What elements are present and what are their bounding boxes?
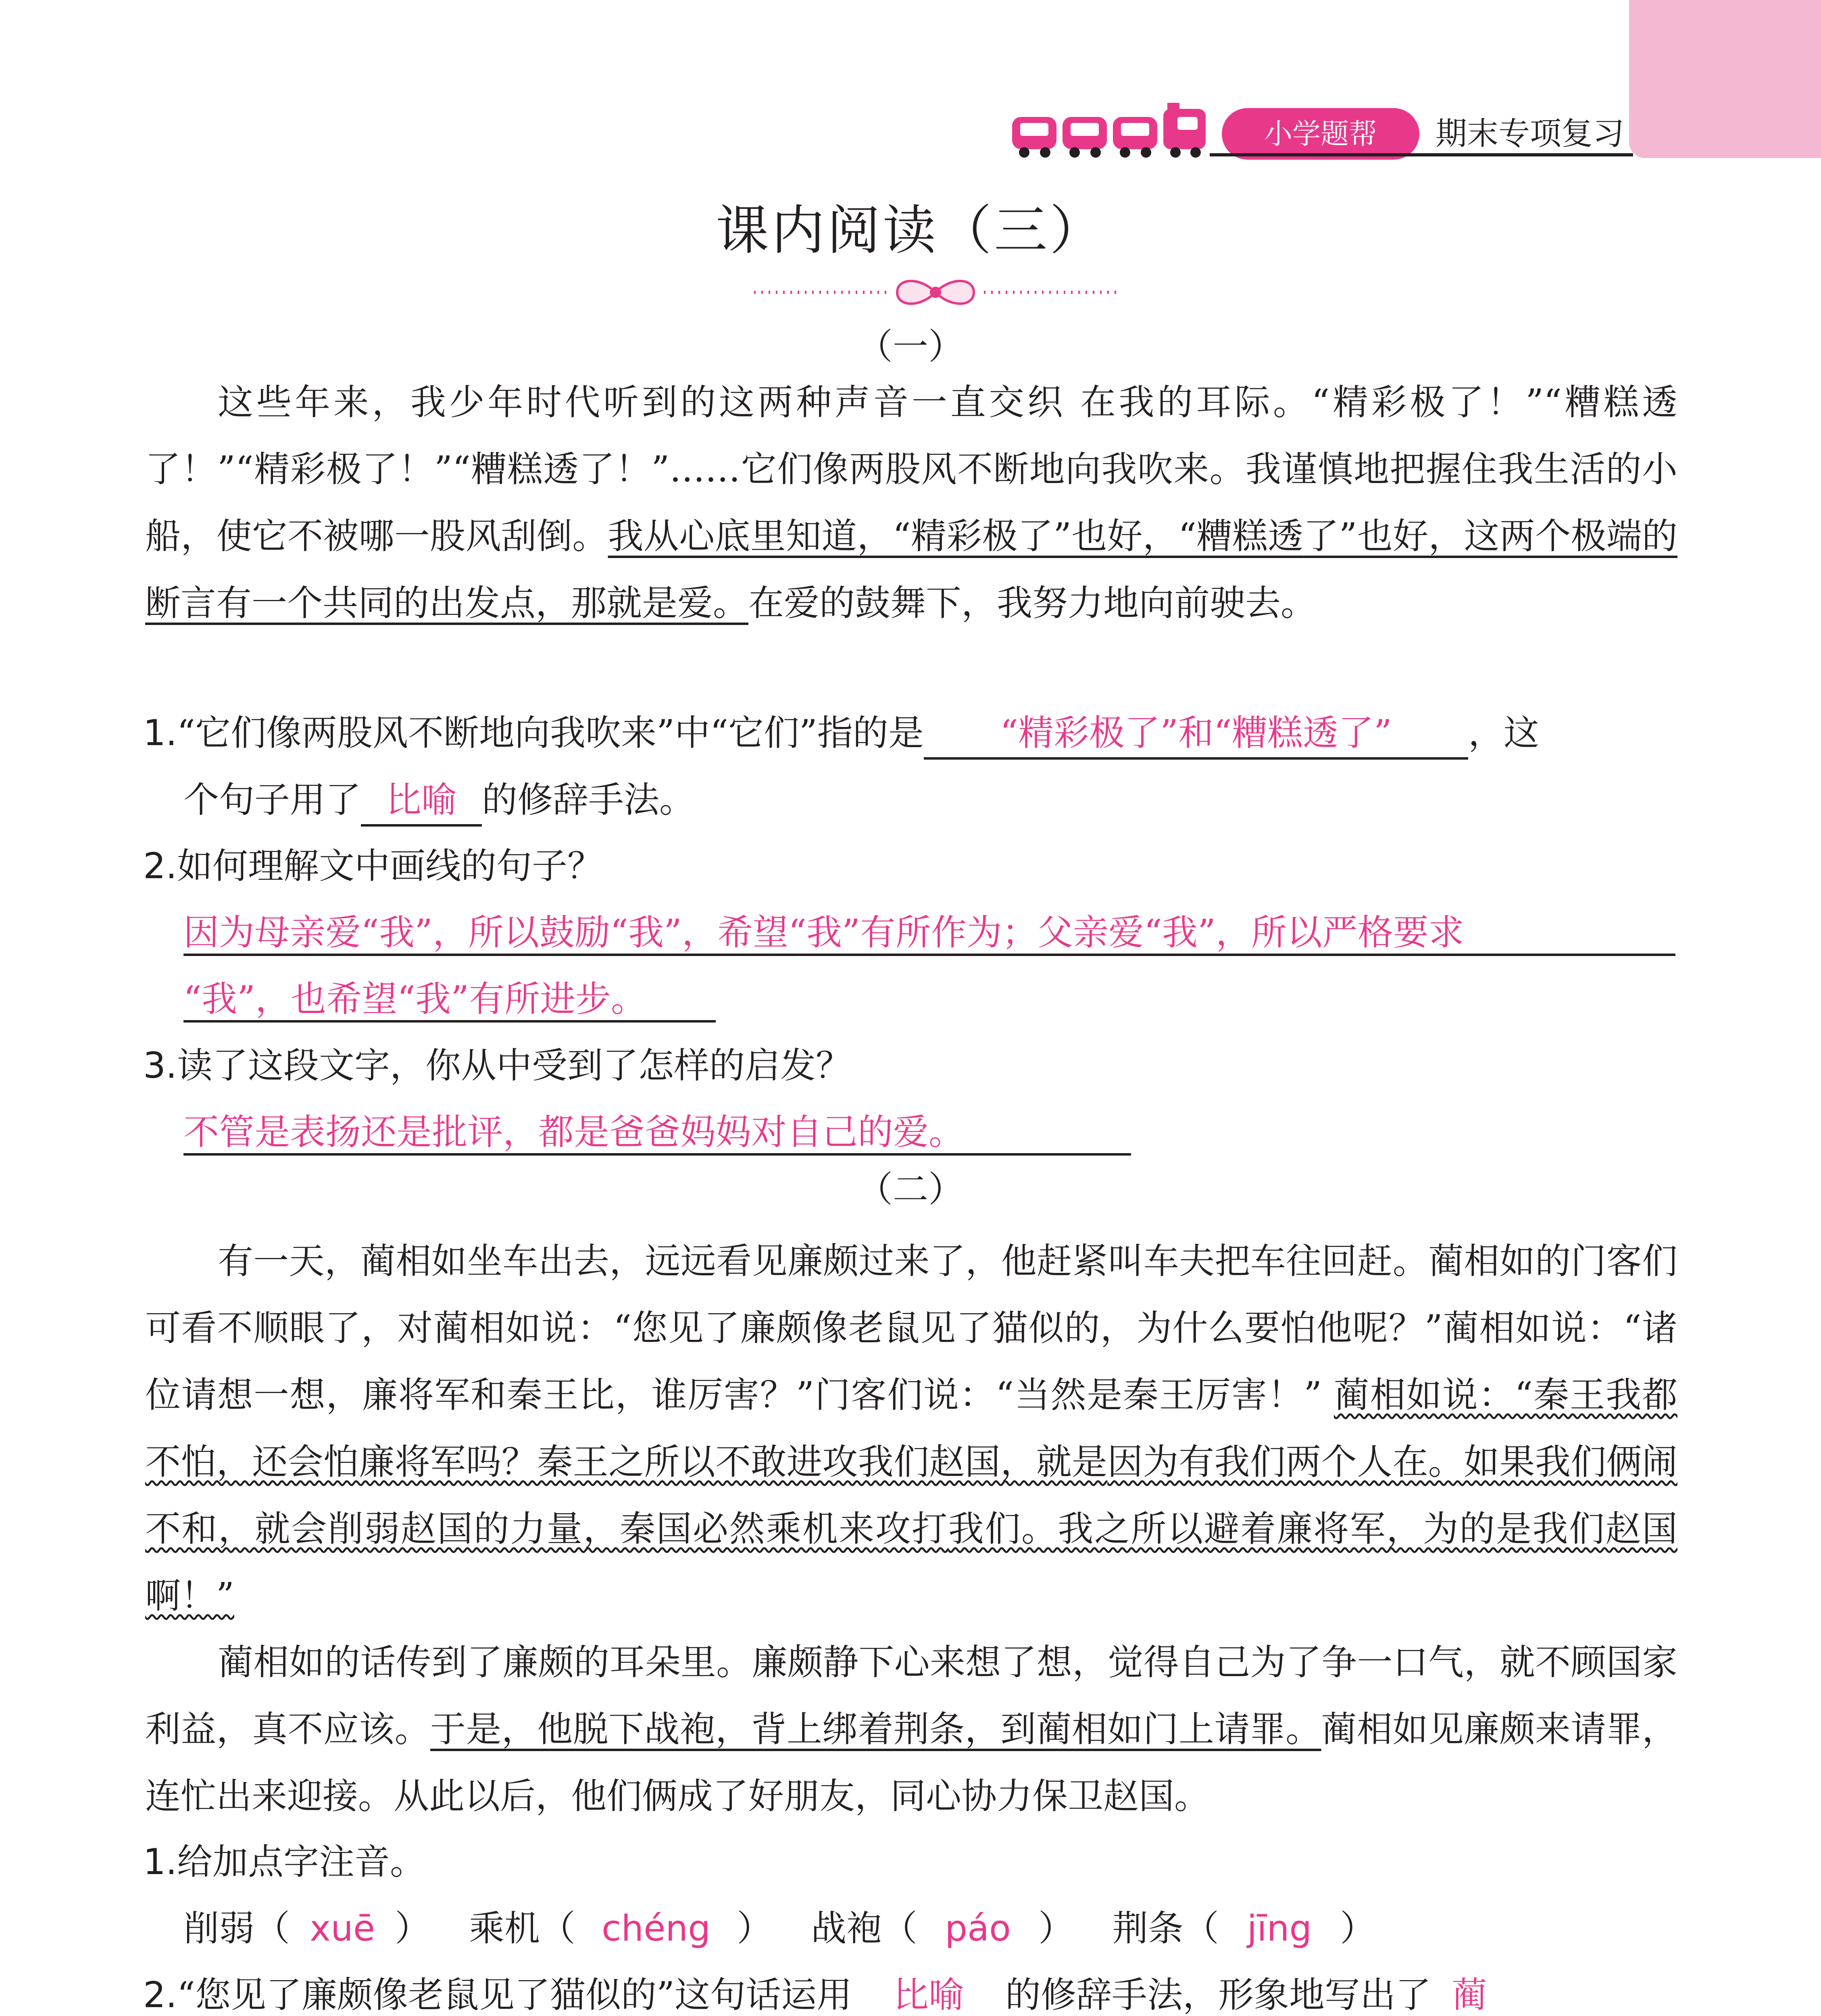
wavy-underlined-sentence: 蔺相如说：“秦王我都不怕，还会怕廉将军吗？秦王之所以不敢进攻我们赵国，就是 (145, 1374, 1677, 1483)
answer-line[interactable]: 不管是表扬还是批评，都是爸爸妈妈对自己的爱。 (183, 1111, 965, 1153)
section-heading-2: （二） (857, 1168, 964, 1210)
pinyin-answer[interactable]: páo (945, 1908, 1011, 1949)
answer-blank[interactable]: “精彩极了”和“糟糕透了” (924, 709, 1468, 760)
pinyin-answer[interactable]: xuē (310, 1908, 375, 1949)
passage-2-paragraph-1: 有一天，蔺相如坐车出去，远远看见廉颇过来了，他赶紧叫车夫把车往回赶。蔺相如的门客们可看不顺眼了，对蔺相如说：“您见了廉颇像老鼠见了猫似的，为什么要怕他呢？”蔺相如说：“诸位请想一想，廉将军和秦王比，谁厉害？”门客们说：“当然是秦王厉害！” 蔺相如说：“秦王我都不怕，还会怕廉将军吗？秦王之所以不敢进攻我们赵国，就是因为有我们两个人在。如果我们俩闹不和，就会削弱赵国的力量，秦国必然乘机来攻打我们。我之所以避着廉将军，为的是我们赵国啊！” (145, 1240, 1677, 1616)
answer-blank[interactable]: 蔺 (1431, 1971, 1508, 2016)
question-1-1: 1.“它们像两股风不断地向我吹来”中“它们”指的是 “精彩极了”和“糟糕透了” ，这 个句子用了 比喻 的修辞手法。 (143, 700, 1675, 833)
series-title: 期末专项复习 (1436, 116, 1625, 152)
section-heading-1: （一） (857, 326, 964, 367)
pinyin-answer[interactable]: chéng (602, 1908, 710, 1949)
question-1-2: 2.如何理解文中画线的句子？ (143, 845, 603, 887)
pinyin-row: 削弱（ xuē ） 乘机（ chéng ） 战袍（ páo ） 荆条（ jīng ） (143, 1895, 1675, 1962)
passage-2-paragraph-2: 蔺相如的话传到了廉颇的耳朵里。廉颇静下心来想了想，觉得自己为了争一口气，就不顾国家利益，真不应该。于是，他脱下战袍，背上绑着荆条，到蔺相如门上请罪。蔺相如见廉颇来请罪，连忙出来迎接。从此以后，他们俩成了好朋友，同心协力保卫赵国。 (145, 1641, 1677, 1817)
train-icon (1008, 101, 1210, 161)
pinyin-answer[interactable]: jīng (1247, 1908, 1312, 1949)
question-2-2: 2.“您见了廉颇像老鼠见了猫似的”这句话运用 比喻 的修辞手法，形象地写出了 蔺 (143, 1962, 1675, 2016)
bow-divider-icon (754, 274, 1117, 310)
answer-blank[interactable]: 比喻 (361, 776, 482, 827)
badge: 小学题帮 (1222, 108, 1419, 160)
underlined-sentence: 于是，他脱下战袍，背上绑着荆条，到蔺相如门上请罪。 (430, 1708, 1321, 1750)
answer-rule (183, 1153, 1131, 1156)
answer-rule (183, 1020, 716, 1023)
answer-blank[interactable]: 比喻 (852, 1971, 1005, 2016)
answer-line[interactable]: 因为母亲爱“我”，所以鼓励“我”，希望“我”有所作为；父亲爱“我”，所以严格要求 (183, 912, 1464, 953)
corner-tab (1629, 0, 1821, 158)
passage-1: 这些年来，我少年时代听到的这两种声音一直交织 在我的耳际。“精彩极了！”“糟糕透了！”“精彩极了！”“糟糕透了！”……它们像两股风不断地向我吹来。我谨慎地把握住我生活的小船，使它不被哪一股风刮倒。我从心底里知道，“精彩极了”也好，“糟糕透了”也好，这两个极端的断言有一个共同的出发点，那就是爱。在爱的鼓舞下，我努力地向前驶去。 (145, 381, 1677, 624)
underlined-sentence: 我从心底里知道，“精彩极了”也好，“糟糕透 (608, 515, 1304, 557)
question-1-3: 3.读了这段文字，你从中受到了怎样的启发？ (143, 1045, 851, 1086)
question-2-1: 1.给加点字注音。 (143, 1841, 425, 1883)
answer-line[interactable]: “我”，也希望“我”有所进步。 (183, 978, 646, 1020)
page-title: 课内阅读（三） (716, 200, 1105, 262)
header-rule (1210, 153, 1633, 156)
answer-rule (183, 954, 1675, 956)
